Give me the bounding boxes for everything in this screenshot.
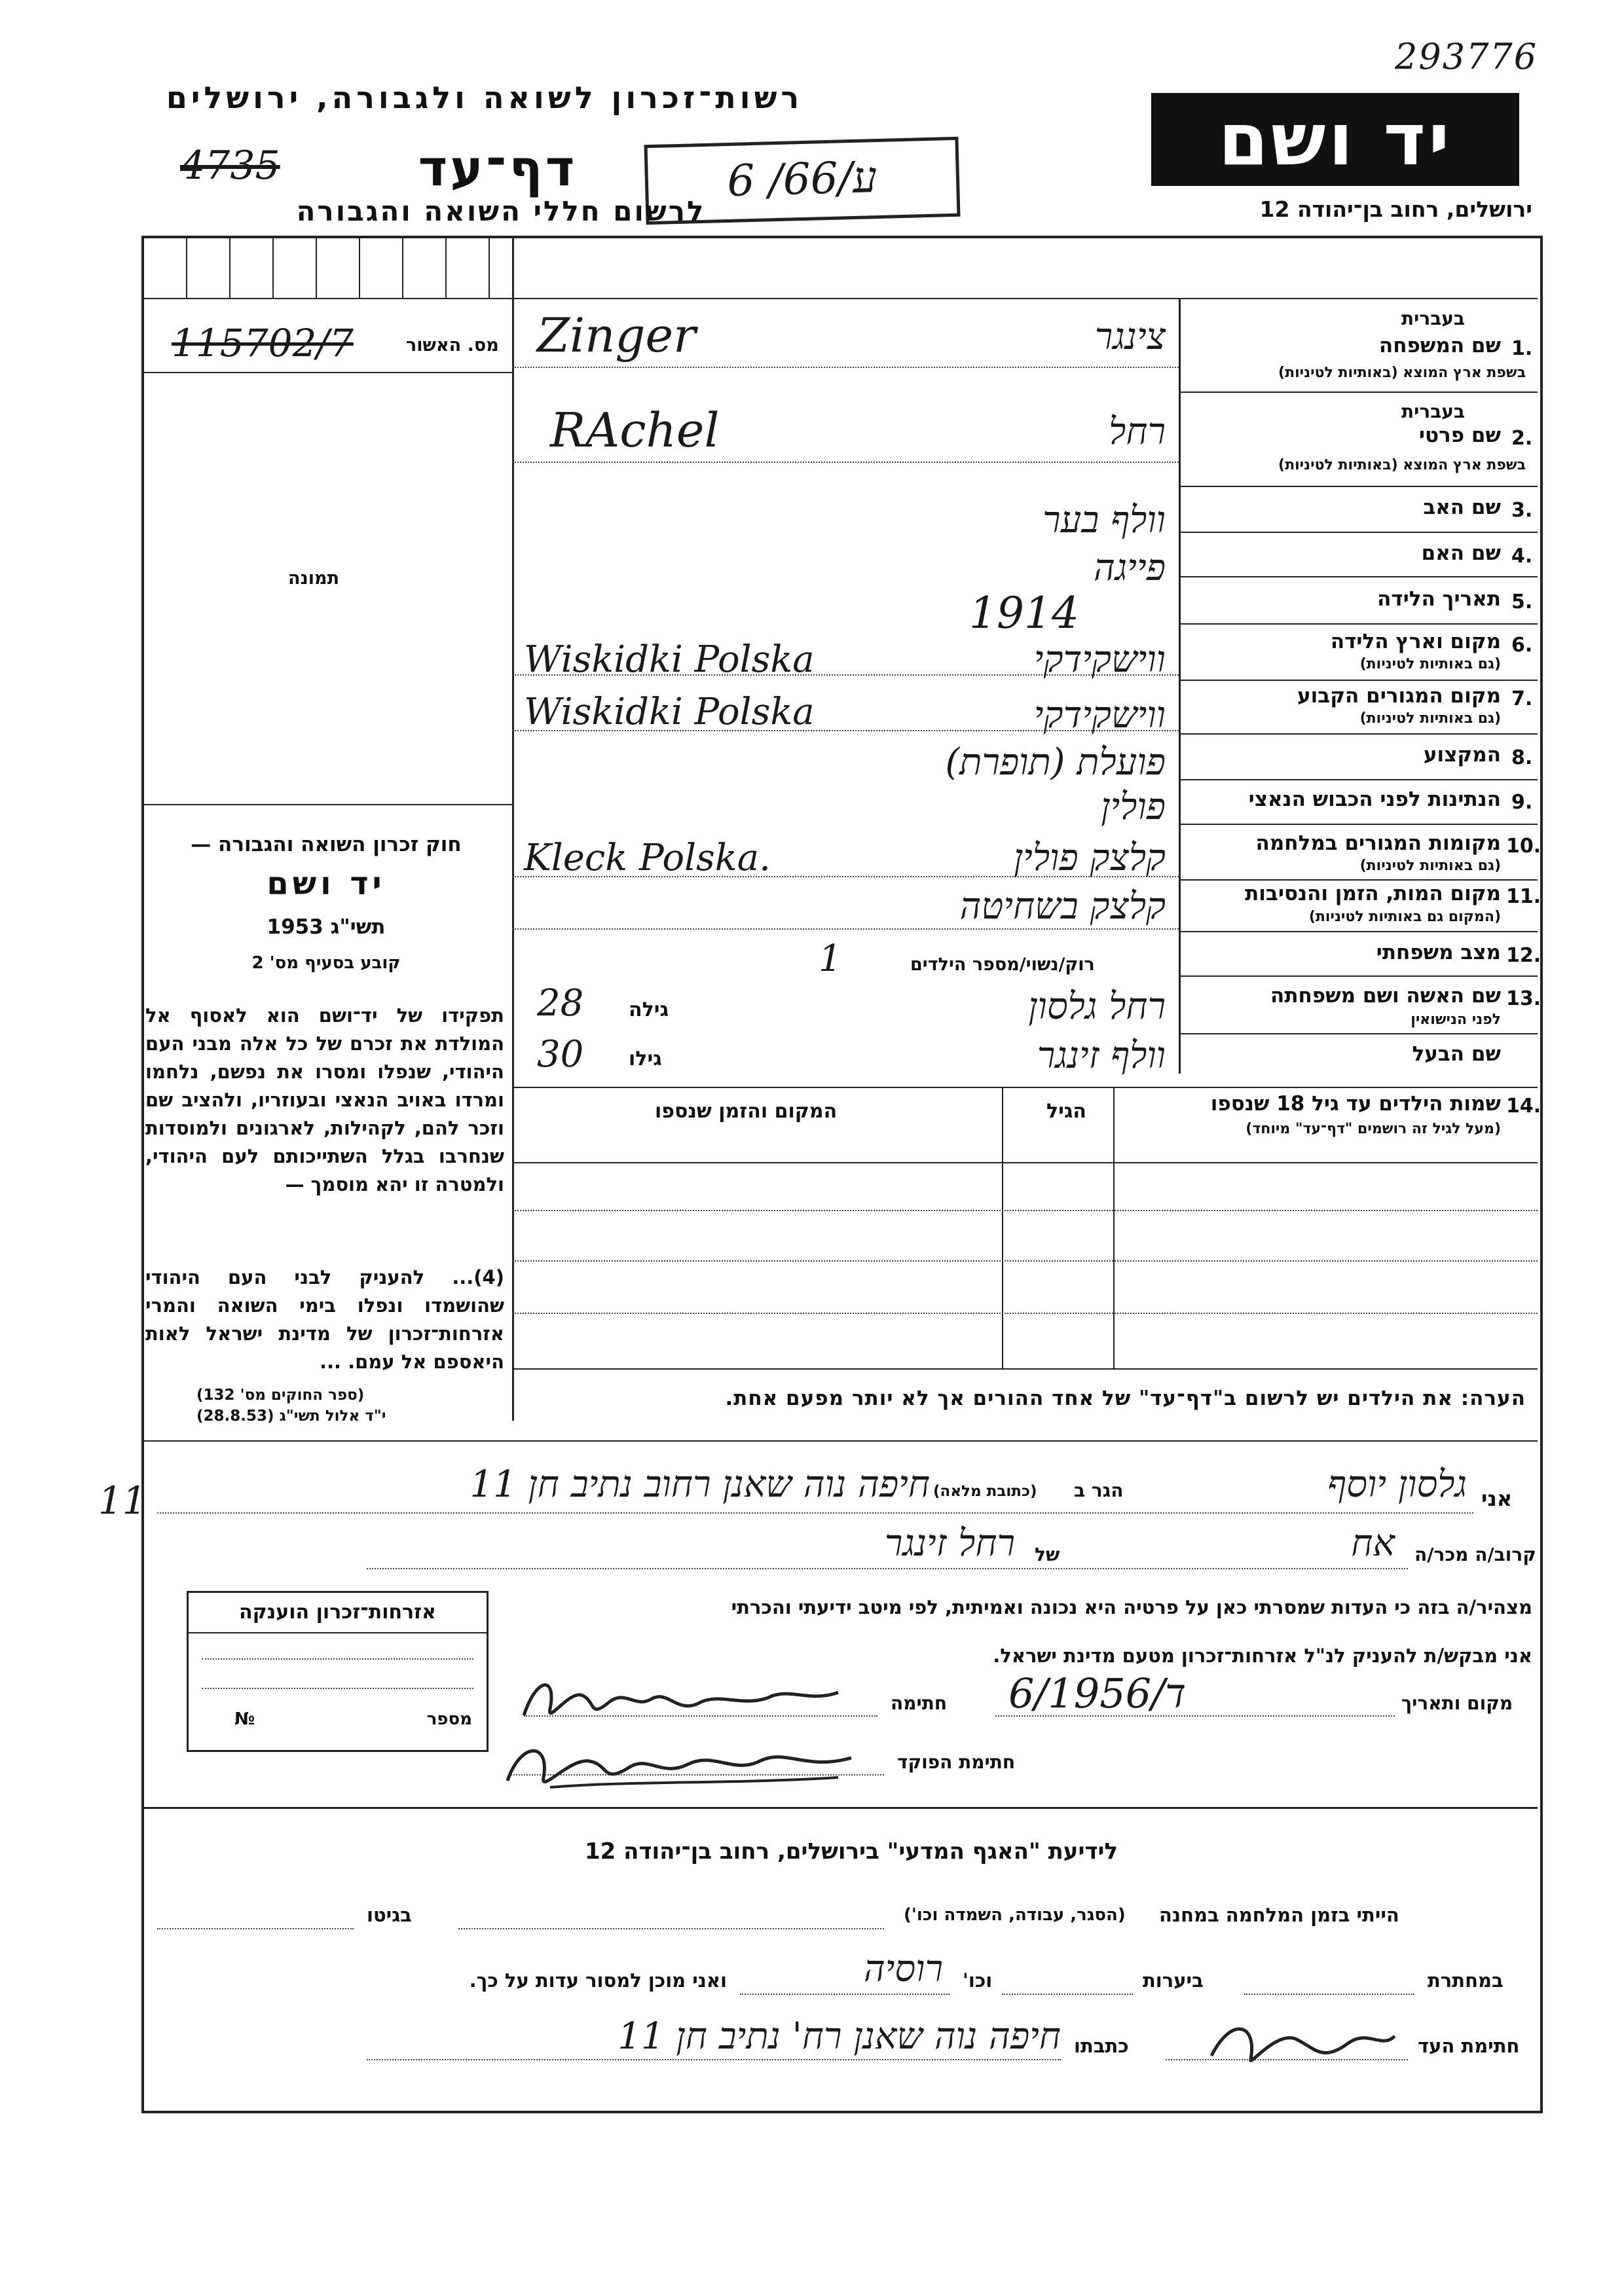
- info-line2-c: וכו': [963, 1969, 993, 1992]
- field-7-value-hebrew: ווישקידקי: [1033, 694, 1166, 737]
- cert-number-label: מספר: [426, 1709, 472, 1729]
- info-line1-a: הייתי בזמן המלחמה במחנה: [1159, 1904, 1399, 1926]
- decl-address-note: (כתובת מלאה): [933, 1483, 1037, 1500]
- husband-age-label: גילו: [629, 1048, 662, 1070]
- decl-statement-2: אני מבקש/ת להעניק לנ"ל אזרחות־זכרון מטעם מדינת ישראל.: [993, 1645, 1532, 1667]
- decl-relative-value: אח: [1351, 1522, 1395, 1565]
- logo-box: [1151, 93, 1519, 186]
- field-12-label: מצב משפחתי: [1376, 941, 1501, 964]
- photo-label: תמונה: [288, 568, 340, 589]
- decl-officer-label: חתימת הפוקד: [897, 1751, 1016, 1773]
- info-line2-a: במחתרת: [1428, 1969, 1504, 1992]
- field-13-value: רחל גלסון: [1028, 985, 1166, 1028]
- field-11-num: 11.: [1506, 885, 1541, 908]
- field-6-value-latin: Wiskidki Polska: [524, 638, 815, 681]
- law-ref-2: י"ד אלול תשי"ג (28.8.53): [196, 1408, 386, 1425]
- form-title: דף־עד: [418, 139, 578, 197]
- org-line: רשות־זכרון לשואה ולגבורה, ירושלים: [166, 80, 803, 115]
- field-5-num: 5.: [1511, 591, 1533, 613]
- field-13-sub: לפני הנישואין: [1411, 1011, 1501, 1028]
- field-12-inline-label: רוק/נשוי/מספר הילדים: [910, 955, 1095, 975]
- field-7-value-latin: Wiskidki Polska: [524, 691, 815, 733]
- archive-number: 293776: [1395, 36, 1538, 77]
- field-8-value: פועלת (תופרת): [945, 741, 1166, 784]
- field-13-age-value: 28: [537, 982, 584, 1025]
- field-1-value-latin: Zinger: [537, 308, 696, 363]
- field-1-num: 1.: [1511, 337, 1533, 360]
- field-10-label: מקומות המגורים במלחמה: [1255, 831, 1501, 855]
- field-8-label: המקצוע: [1423, 743, 1501, 767]
- decl-relative-label: קרוב/ה מכר/ה: [1414, 1544, 1536, 1565]
- decl-lives-label: הגר ב: [1074, 1480, 1124, 1501]
- field-2-sub: בשפת ארץ המוצא (באותיות לטיניות): [1278, 457, 1526, 473]
- field-4-num: 4.: [1511, 545, 1533, 568]
- field-1-value-hebrew: צינגר: [1094, 316, 1166, 358]
- decl-of-value: רחל זינגר: [884, 1522, 1015, 1565]
- decl-statement-1: מצהיר/ה בזה כי העדות שמסרתי כאן על פרטיה היא נכונה ואמיתית, לפי מיטב ידיעתי והכרתי: [731, 1596, 1532, 1618]
- field-4-value-hebrew: פייגה: [1093, 547, 1166, 589]
- children-label: שמות הילדים עד גיל 18 שנספו: [1210, 1092, 1501, 1116]
- info-line3-b: כתבתו: [1074, 2035, 1129, 2057]
- law-title: חוק זכרון השואה והגבורה —: [191, 833, 462, 856]
- field-6-num: 6.: [1511, 634, 1533, 657]
- decl-signature-label: חתימה: [891, 1692, 948, 1714]
- field-7-sub: (גם באותיות לטיניות): [1359, 710, 1501, 727]
- field-3-label: שם האב: [1423, 496, 1501, 519]
- field-2-num: 2.: [1511, 427, 1533, 450]
- field-2-label: שם פרטי: [1418, 424, 1501, 447]
- field-5-label: תאריך הלידה: [1377, 587, 1501, 611]
- field-11-sub: (המקום גם באותיות לטיניות): [1308, 909, 1501, 925]
- officer-signature: [498, 1722, 864, 1800]
- law-text-2: (4)... להעניק לבני העם היהודי שהושמדו ונפלו בימי השואה והמרי אזרחות־זכרון של מדינת ישראל לאות היאספם אל עמם. ...: [145, 1266, 504, 1373]
- field-10-value-latin: Kleck Polska.: [524, 837, 771, 879]
- decl-address-value: חיפה נוה שאנן רחוב נתיב חן 11: [470, 1463, 930, 1506]
- decl-of-label: של: [1035, 1544, 1060, 1565]
- field-8-num: 8.: [1511, 746, 1533, 769]
- law-clause: קובע בסעיף מס' 2: [251, 953, 401, 973]
- field-10-value-hebrew: קלצק פולין: [1013, 837, 1166, 879]
- field-1-sub: בשפת ארץ המוצא (באותיות לטיניות): [1278, 365, 1526, 381]
- field-2-value-latin: RAchel: [550, 403, 720, 458]
- law-name: יד ושם: [267, 866, 386, 902]
- field-6-value-hebrew: ווישקידקי: [1033, 638, 1166, 681]
- info-line2-b: ביערות: [1143, 1969, 1204, 1992]
- field-7-label: מקום המגורים הקבוע: [1297, 684, 1501, 708]
- field-11-label: מקום המות, הזמן והנסיבות: [1245, 882, 1501, 905]
- logo-text: יד ושם: [1218, 98, 1452, 181]
- children-sub: (מעל לגיל זה רושמים "דף־עד" מיוחד): [1246, 1121, 1501, 1137]
- info-line3-a: חתימת העד: [1418, 2035, 1520, 2057]
- field-7-num: 7.: [1511, 687, 1533, 710]
- field-1-label: שם המשפחה: [1378, 334, 1501, 357]
- husband-value: וולף זינגר: [1037, 1034, 1166, 1077]
- info-line1-b: (הסגר, עבודה, השמדה וכו'): [904, 1905, 1126, 1925]
- field-9-value: פולין: [1101, 786, 1166, 828]
- field-13-num: 13.: [1506, 987, 1541, 1010]
- info-line3-value: חיפה נוה שאנן רח' נתיב חן 11: [618, 2015, 1061, 2058]
- field-3-value-hebrew: וולף בער: [1043, 499, 1166, 541]
- decl-place-date-label: מקום ותאריך: [1401, 1692, 1513, 1714]
- field-10-num: 10.: [1506, 835, 1541, 858]
- decl-ani: אני: [1481, 1486, 1513, 1511]
- field-11-value: קלצק בשחיטה: [959, 885, 1166, 928]
- field-2-sub-hebrew: בעברית: [1401, 401, 1465, 422]
- husband-age-value: 30: [537, 1033, 584, 1076]
- law-text-1: תפקידו של יד־ושם הוא לאסוף אל המולדת את זכרם של כל אלה מבני העם היהודי, שנפלו ומסרו את נפשם, נלחמו ומרדו באויב הנאצי ובעוזריו, ולהציב שם וזכר להם, לקהילות, לארגונים ולמוסדות שנחרבו בגלל השתייכותם לעם היהודי, ולמטרה זו יהא מוסמך —: [145, 1004, 504, 1195]
- field-2-value-hebrew: רחל: [1109, 410, 1166, 453]
- field-13-age-label: גילה: [629, 998, 669, 1021]
- form-subtitle: לרשום חללי השואה והגבורה: [296, 195, 706, 227]
- crossed-number: 4735: [180, 143, 280, 189]
- field-9-label: הנתינות לפני הכבוש הנאצי: [1248, 788, 1501, 811]
- children-col-age: הגיל: [1046, 1100, 1086, 1123]
- info-line2-d: ואני מוכן למסור עדות על כך.: [469, 1969, 727, 1992]
- children-note: הערה: את הילדים יש לרשום ב"דף־עד" של אחד ההורים אך לא יותר מפעם אחת.: [725, 1387, 1526, 1410]
- law-year: תשי"ג 1953: [267, 915, 386, 939]
- info-line1-c: בגיטו: [367, 1904, 412, 1926]
- children-col-place: המקום והזמן שנספו: [655, 1100, 838, 1123]
- field-9-num: 9.: [1511, 791, 1533, 814]
- field-13-label: שם האשה ושם משפחתה: [1270, 984, 1501, 1008]
- certificate-box: [187, 1591, 489, 1752]
- field-6-label: מקום וארץ הלידה: [1330, 630, 1501, 653]
- decl-name-value: גלסון יוסף: [1327, 1463, 1467, 1506]
- field-1-sub-hebrew: בעברית: [1401, 308, 1465, 329]
- field-5-value: 1914: [969, 588, 1079, 638]
- field-3-num: 3.: [1511, 499, 1533, 522]
- field-4-label: שם האם: [1421, 541, 1501, 565]
- margin-note: 11: [98, 1478, 147, 1523]
- law-ref-1: (ספר החוקים מס' 132): [196, 1387, 365, 1404]
- cert-number-sign: №: [234, 1709, 255, 1729]
- decl-place-date-value: 6/ד/1956: [1008, 1669, 1187, 1717]
- field-husband-label: שם הבעל: [1412, 1042, 1501, 1066]
- approval-label: מס. האשור: [406, 335, 499, 355]
- field-10-sub: (גם באותיות לטיניות): [1359, 858, 1501, 874]
- info-line2-value: רוסיה: [863, 1948, 943, 1990]
- info-witness-signature: [1198, 2003, 1408, 2075]
- field-12-value: 1: [819, 938, 842, 980]
- children-num: 14.: [1506, 1095, 1541, 1118]
- logo-address: ירושלים, רחוב בן־יהודה 12: [1259, 196, 1532, 222]
- stamp-text: 6 /66/ע: [726, 152, 878, 206]
- field-12-num: 12.: [1506, 944, 1541, 967]
- field-6-sub: (גם באותיות לטיניות): [1359, 656, 1501, 672]
- approval-value: 115702/7: [172, 321, 354, 365]
- info-title: לידיעת "האגף המדעי" בירושלים, רחוב בן־יהודה 12: [584, 1838, 1118, 1865]
- cert-title: אזרחות־זכרון הוענקה: [238, 1601, 437, 1624]
